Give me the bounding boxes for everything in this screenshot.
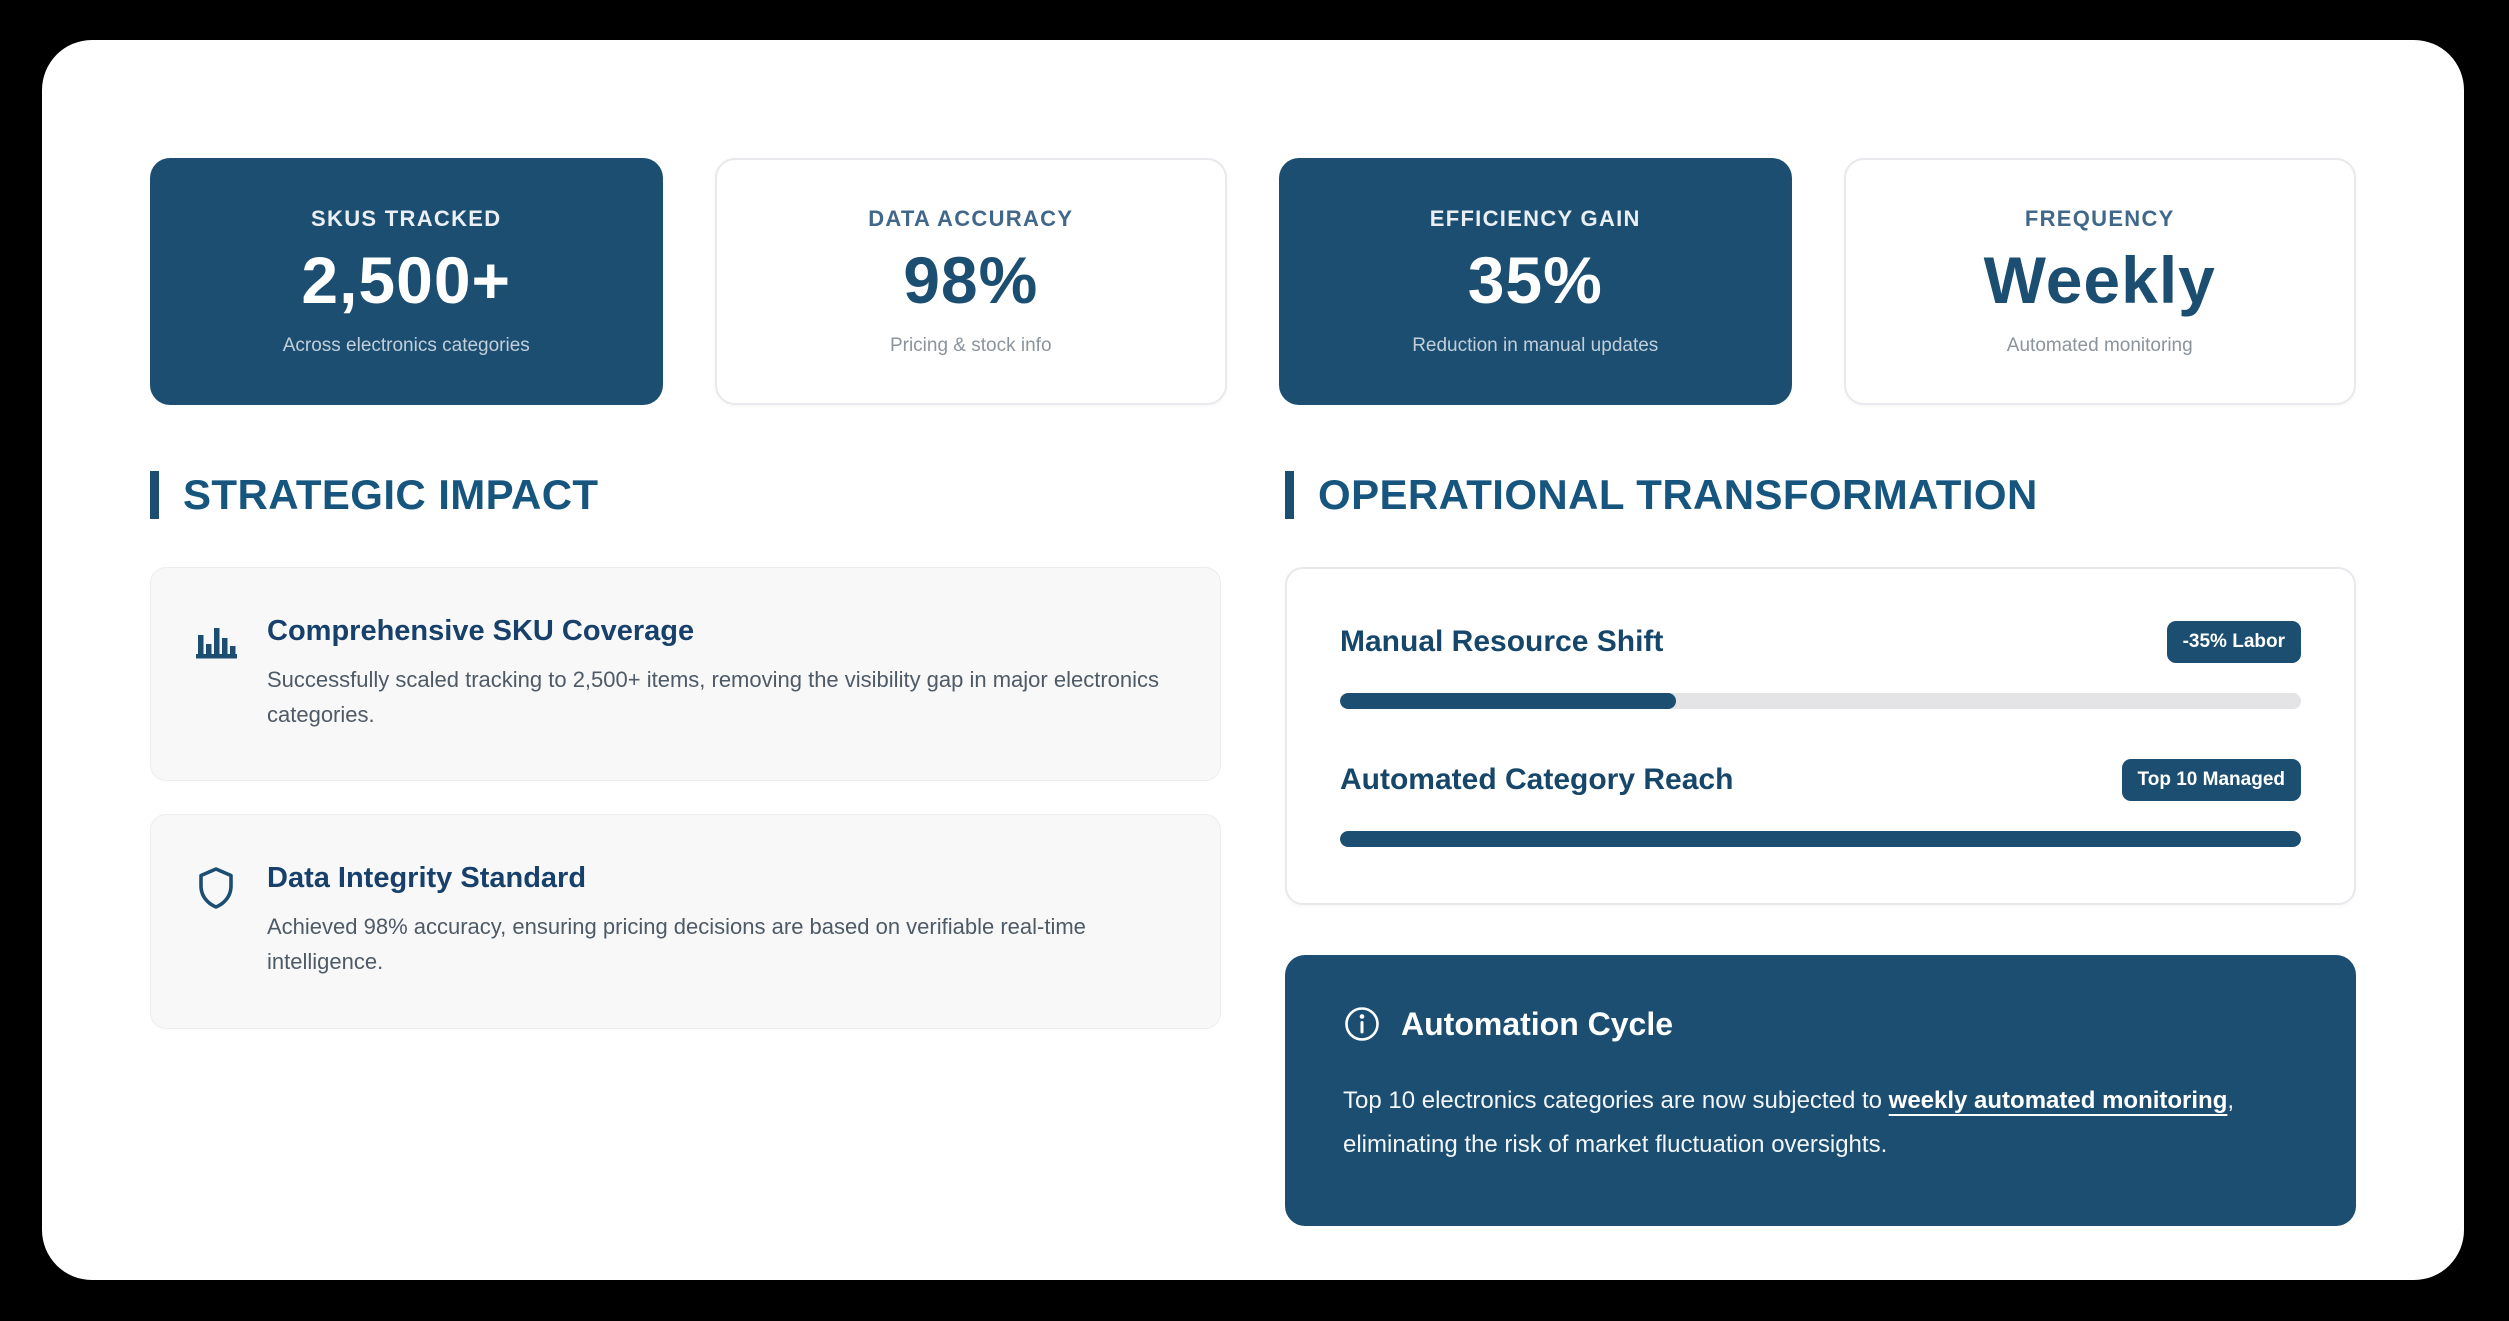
stat-sub: Reduction in manual updates — [1412, 335, 1659, 357]
impact-title: Data Integrity Standard — [267, 862, 587, 895]
metrics-card — [1285, 567, 2356, 905]
impact-card-text — [267, 616, 1178, 732]
metric-manual-resource-shift — [1340, 621, 2301, 709]
metric-row — [1340, 621, 2301, 663]
stat-sub: Automated monitoring — [2006, 335, 2193, 357]
section-heading-strategic-impact — [150, 471, 1221, 519]
stat-card-data-accuracy — [715, 158, 1228, 405]
impact-body: Successfully scaled tracking to 2,500+ items, removing the visibility gap in major electronics categories. — [267, 666, 1160, 728]
callout-emphasis: weekly automated monitoring — [1888, 1087, 2228, 1114]
progress-fill — [1340, 693, 1676, 709]
stat-label: FREQUENCY — [2024, 205, 2175, 231]
stats-row — [150, 158, 2356, 405]
metric-badge: Top 10 Managed — [2122, 759, 2301, 801]
impact-title: Comprehensive SKU Coverage — [267, 615, 695, 647]
report-panel — [42, 40, 2464, 1280]
section-heading-operational-transformation — [1285, 471, 2356, 519]
heading-accent-bar — [1285, 471, 1294, 519]
bar-chart-icon — [193, 616, 239, 669]
stat-value: 2,500+ — [301, 242, 512, 317]
metric-automated-category-reach — [1340, 759, 2301, 847]
callout-body-suffix: , eliminating the risk of market fluctuation oversights. — [1343, 1087, 2235, 1159]
progress-fill — [1340, 831, 2301, 847]
shield-icon — [193, 863, 239, 916]
metric-label: Manual Resource Shift — [1340, 625, 1664, 658]
callout-title: Automation Cycle — [1401, 1005, 1674, 1042]
impact-card-sku-coverage — [150, 567, 1221, 781]
stat-value: Weekly — [1983, 242, 2216, 317]
stat-card-efficiency-gain — [1279, 158, 1792, 405]
automation-cycle-callout — [1285, 955, 2356, 1226]
callout-body-prefix: Top 10 electronics categories are now subjected to — [1343, 1087, 1889, 1114]
progress-track — [1340, 693, 2301, 709]
section-strategic-impact — [150, 471, 1221, 1226]
stat-sub: Across electronics categories — [282, 335, 530, 357]
stat-sub: Pricing & stock info — [889, 335, 1052, 357]
impact-card-data-integrity — [150, 814, 1221, 1028]
stat-value: 98% — [903, 242, 1039, 317]
info-icon — [1343, 1005, 1381, 1043]
section-operational-transformation — [1285, 471, 2356, 1226]
callout-header — [1343, 1005, 2298, 1043]
metric-label: Automated Category Reach — [1340, 763, 1734, 796]
heading-accent-bar — [150, 471, 159, 519]
stat-value: 35% — [1467, 242, 1603, 317]
stat-label: EFFICIENCY GAIN — [1429, 205, 1641, 231]
section-title: OPERATIONAL TRANSFORMATION — [1318, 471, 2038, 518]
section-title: STRATEGIC IMPACT — [183, 471, 599, 518]
stat-card-skus-tracked — [150, 158, 663, 405]
impact-body: Achieved 98% accuracy, ensuring pricing decisions are based on verifiable real-time intelligence. — [267, 914, 1086, 975]
metric-row — [1340, 759, 2301, 801]
stat-label: SKUS TRACKED — [311, 205, 502, 231]
sections-row — [150, 471, 2356, 1226]
progress-track — [1340, 831, 2301, 847]
metric-badge: -35% Labor — [2167, 621, 2301, 663]
stat-label: DATA ACCURACY — [868, 205, 1074, 231]
report-content — [42, 40, 2464, 1226]
callout-body — [1343, 1079, 2295, 1168]
stat-card-frequency — [1844, 158, 2357, 405]
impact-card-text — [267, 863, 1178, 979]
